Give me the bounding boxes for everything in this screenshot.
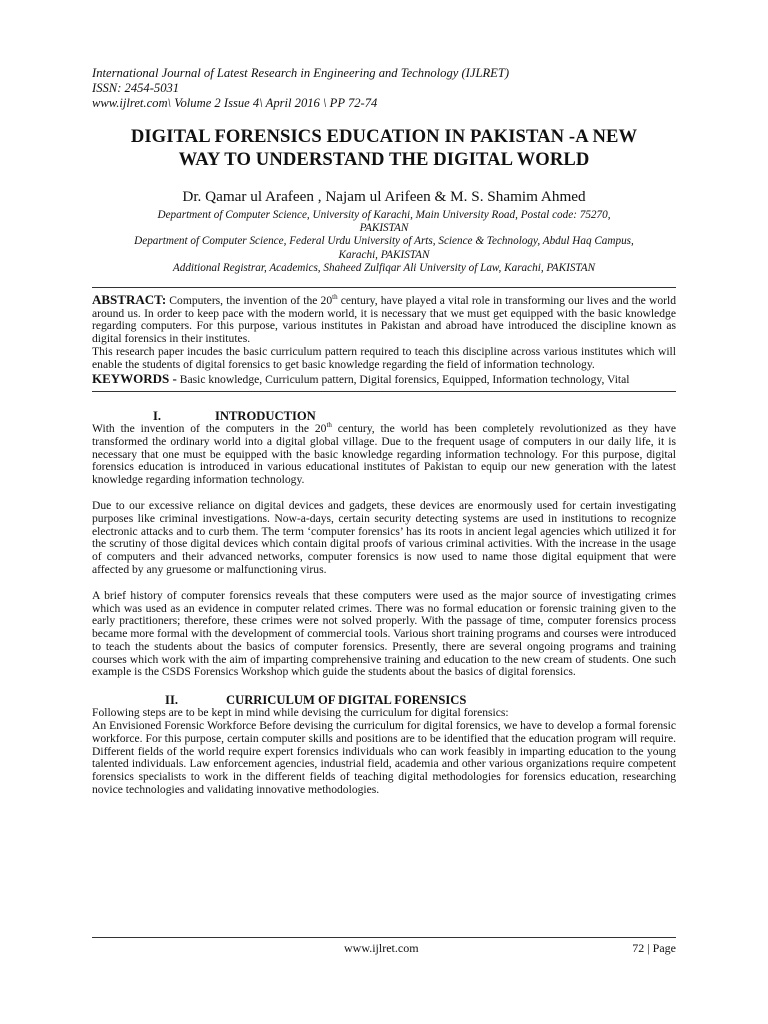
paper-title xyxy=(92,125,676,171)
abstract-paragraph-2: This research paper incudes the basic curriculum pattern required to teach this discipline across various institutes which will enable the students of digital forensics to get basic knowledge regarding the field of information technology. xyxy=(92,344,676,371)
abstract-sup: th xyxy=(332,293,338,302)
intro-paragraph-2: Due to our excessive reliance on digital devices and gadgets, these devices are enormously used for certain investigating purposes like criminal investigations. Now-a-days, certain security detecting systems are used in institutions to recognize electronic attacks and to curb them. The term ‘computer forensics’ has its roots in ancient legal agencies which utilized it for the scrutiny of those digital devices which contain digital proofs of various criminal activities. With the increase in the usage of computers and their advanced networks, computer forensics is now used to name those digital equipment that were affected by any gruesome or malfunctioning virus. xyxy=(92,498,676,576)
intro-paragraph-1 xyxy=(92,423,676,487)
affiliation-3: Additional Registrar, Academics, Shaheed Zulfiqar Ali University of Law, Karachi, PAKISTAN xyxy=(172,261,596,274)
abstract xyxy=(92,294,676,371)
journal-header xyxy=(92,66,676,111)
section-heading-introduction xyxy=(92,409,676,423)
keywords xyxy=(92,373,676,387)
curriculum-paragraph-1: Following steps are to be kept in mind while devising the curriculum for digital forensics: xyxy=(92,706,509,720)
title-line-1: DIGITAL FORENSICS EDUCATION IN PAKISTAN -A NEW xyxy=(130,126,638,147)
section-title: INTRODUCTION xyxy=(215,408,316,423)
authors: Dr. Qamar ul Arafeen , Najam ul Arifeen & M. S. Shamim Ahmed xyxy=(182,188,586,205)
section-heading-curriculum xyxy=(92,693,676,707)
abstract-text-a: Computers, the invention of the 20 xyxy=(166,294,333,308)
intro-paragraph-3: A brief history of computer forensics reveals that these computers were used as the major source of investigating crimes which was used as an evidence in computer related crimes. There was no formal education or forensic training given to the early practitioners; therefore, these crimes were not solved properly. With the passage of time, computer forensics process became more formal with the development of commercial tools. Various short training programs and courses were introduced to teach the students about the basics of computer forensics. Presently, there are several ongoing programs and training courses which work with the aim of imparting comprehensive training and education to the new cream of students. One such example is the CSDS Forensics Workshop which guide the students about the basics of digital forensics. xyxy=(92,588,676,679)
affiliation-2: Department of Computer Science, Federal Urdu University of Arts, Science & Technology, Abdul Haq Campus, xyxy=(134,235,634,248)
intro-p1-sup: th xyxy=(326,421,332,430)
intro-p1-text-a: With the invention of the computers in the 20 xyxy=(92,421,327,435)
divider-mid xyxy=(92,391,676,392)
keywords-label: KEYWORDS - xyxy=(92,371,177,387)
keywords-text: Basic knowledge, Curriculum pattern, Digital forensics, Equipped, Information technology, Vital xyxy=(176,373,630,387)
section-title: CURRICULUM OF DIGITAL FORENSICS xyxy=(226,693,467,708)
journal-name: International Journal of Latest Research in Engineering and Technology (IJLRET) xyxy=(92,66,510,80)
paper-page xyxy=(92,66,676,797)
affiliation-1: Department of Computer Science, University of Karachi, Main University Road, Postal code: 75270, xyxy=(157,209,611,221)
curriculum-paragraph-2: An Envisioned Forensic Workforce Before devising the curriculum for digital forensics, we have to develop a formal forensic workforce. For this purpose, certain computer skills and positions are to be identified that the education program will require. Different fields of the world require expert forensics individuals who can work feasibly in imparting education to the young talented individuals. Law enforcement agencies, industrial field, academia and other various organizations require competent forensics specialists to work in the different fields of teaching digital methodologies for forensics education, researching novice technologies and validating innovative methodologies. xyxy=(92,719,676,797)
abstract-paragraph-1 xyxy=(92,294,676,346)
affiliation-2-city: Karachi, PAKISTAN xyxy=(338,248,430,261)
footer-url: www.ijlret.com xyxy=(344,941,419,955)
divider-top xyxy=(92,287,676,288)
intro-p1-text-b: century, the world has been completely revolutionized as they have transformed the ordinary world into a digital global village. Due to the frequent usage of computers in our daily life, it is necessary that one must be equipped with the basic knowledge regarding information technology. For this purpose, digital forensics education is introduced in various educational institutes of Pakistan to equip our new generation with the latest knowledge regarding information technology. xyxy=(92,421,676,487)
section-number: II. xyxy=(165,693,178,708)
journal-issn: ISSN: 2454-5031 xyxy=(92,81,180,95)
title-line-2: WAY TO UNDERSTAND THE DIGITAL WORLD xyxy=(178,149,590,170)
page-number: 72 | Page xyxy=(632,941,676,955)
journal-volume: www.ijlret.com\ Volume 2 Issue 4\ April 2016 \ PP 72-74 xyxy=(92,96,378,110)
footer-divider xyxy=(92,937,676,938)
section-number: I. xyxy=(152,408,161,423)
abstract-text-b: century, have played a vital role in transforming our lives and the world around us. In order to keep pace with the modern world, it is necessary that we must get equipped with the basic knowledge regarding computers. For this purpose, various institutes in Pakistan and abroad have introduced the discipline known as digital forensics in their institutes. xyxy=(92,294,676,346)
affiliation-1-country: PAKISTAN xyxy=(359,222,409,235)
abstract-label: ABSTRACT: xyxy=(92,292,167,308)
